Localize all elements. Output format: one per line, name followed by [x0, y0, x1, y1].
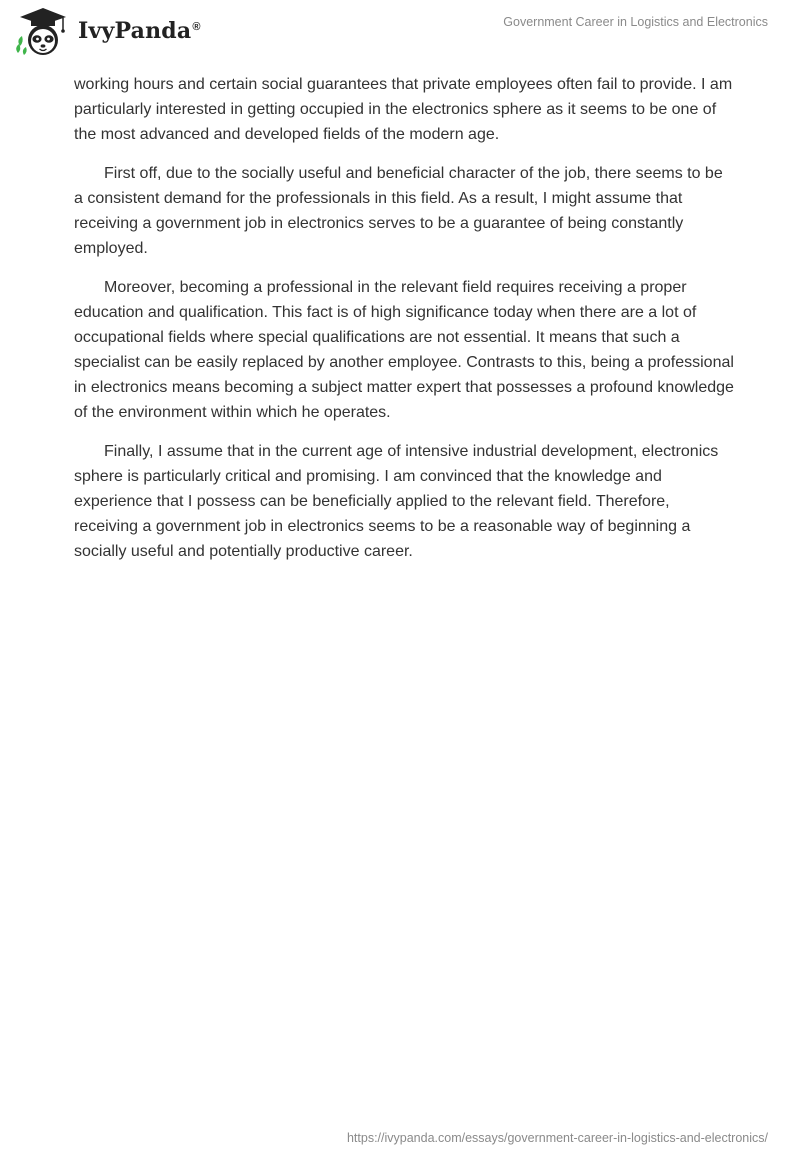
page-header [0, 0, 800, 64]
paragraph-continued: working hours and certain social guarantees that private employees often fail to provide. I am particularly interested in getting occupied in the electronics sphere as it seems to be one of the most advanced and developed fields of the modern age. [74, 76, 733, 143]
paragraph: Moreover, becoming a professional in the relevant field requires receiving a proper education and qualification. This fact is of high significance today when there are a lot of occupational fields where special qualifications are not essential. It means that such a specialist can be easily replaced by another employee. Contrasts to this, being a professional in electronics means becoming a subject matter expert that possesses a profound knowledge of the environment within which he operates. [74, 279, 734, 421]
source-url[interactable]: https://ivypanda.com/essays/government-career-in-logistics-and-electronics/ [346, 1131, 768, 1145]
running-title: Government Career in Logistics and Electronics [503, 15, 768, 29]
essay-body [74, 72, 734, 578]
ivypanda-logo[interactable] [14, 6, 201, 58]
paragraph: First off, due to the socially useful and beneficial character of the job, there seems to be a consistent demand for the professionals in this field. As a result, I might assume that receiving a government job in electronics serves to be a guarantee of being constantly employed. [74, 165, 723, 257]
paragraph: Finally, I assume that in the current age of intensive industrial development, electronics sphere is particularly critical and promising. I am convinced that the knowledge and experience that I possess can be beneficially applied to the relevant field. Therefore, receiving a government job in electronics seems to be a reasonable way of beginning a socially useful and potentially productive career. [74, 443, 719, 560]
panda-graduate-icon [14, 6, 72, 58]
brand-name: IvyPanda® [78, 18, 201, 44]
registered-mark: ® [192, 20, 201, 33]
